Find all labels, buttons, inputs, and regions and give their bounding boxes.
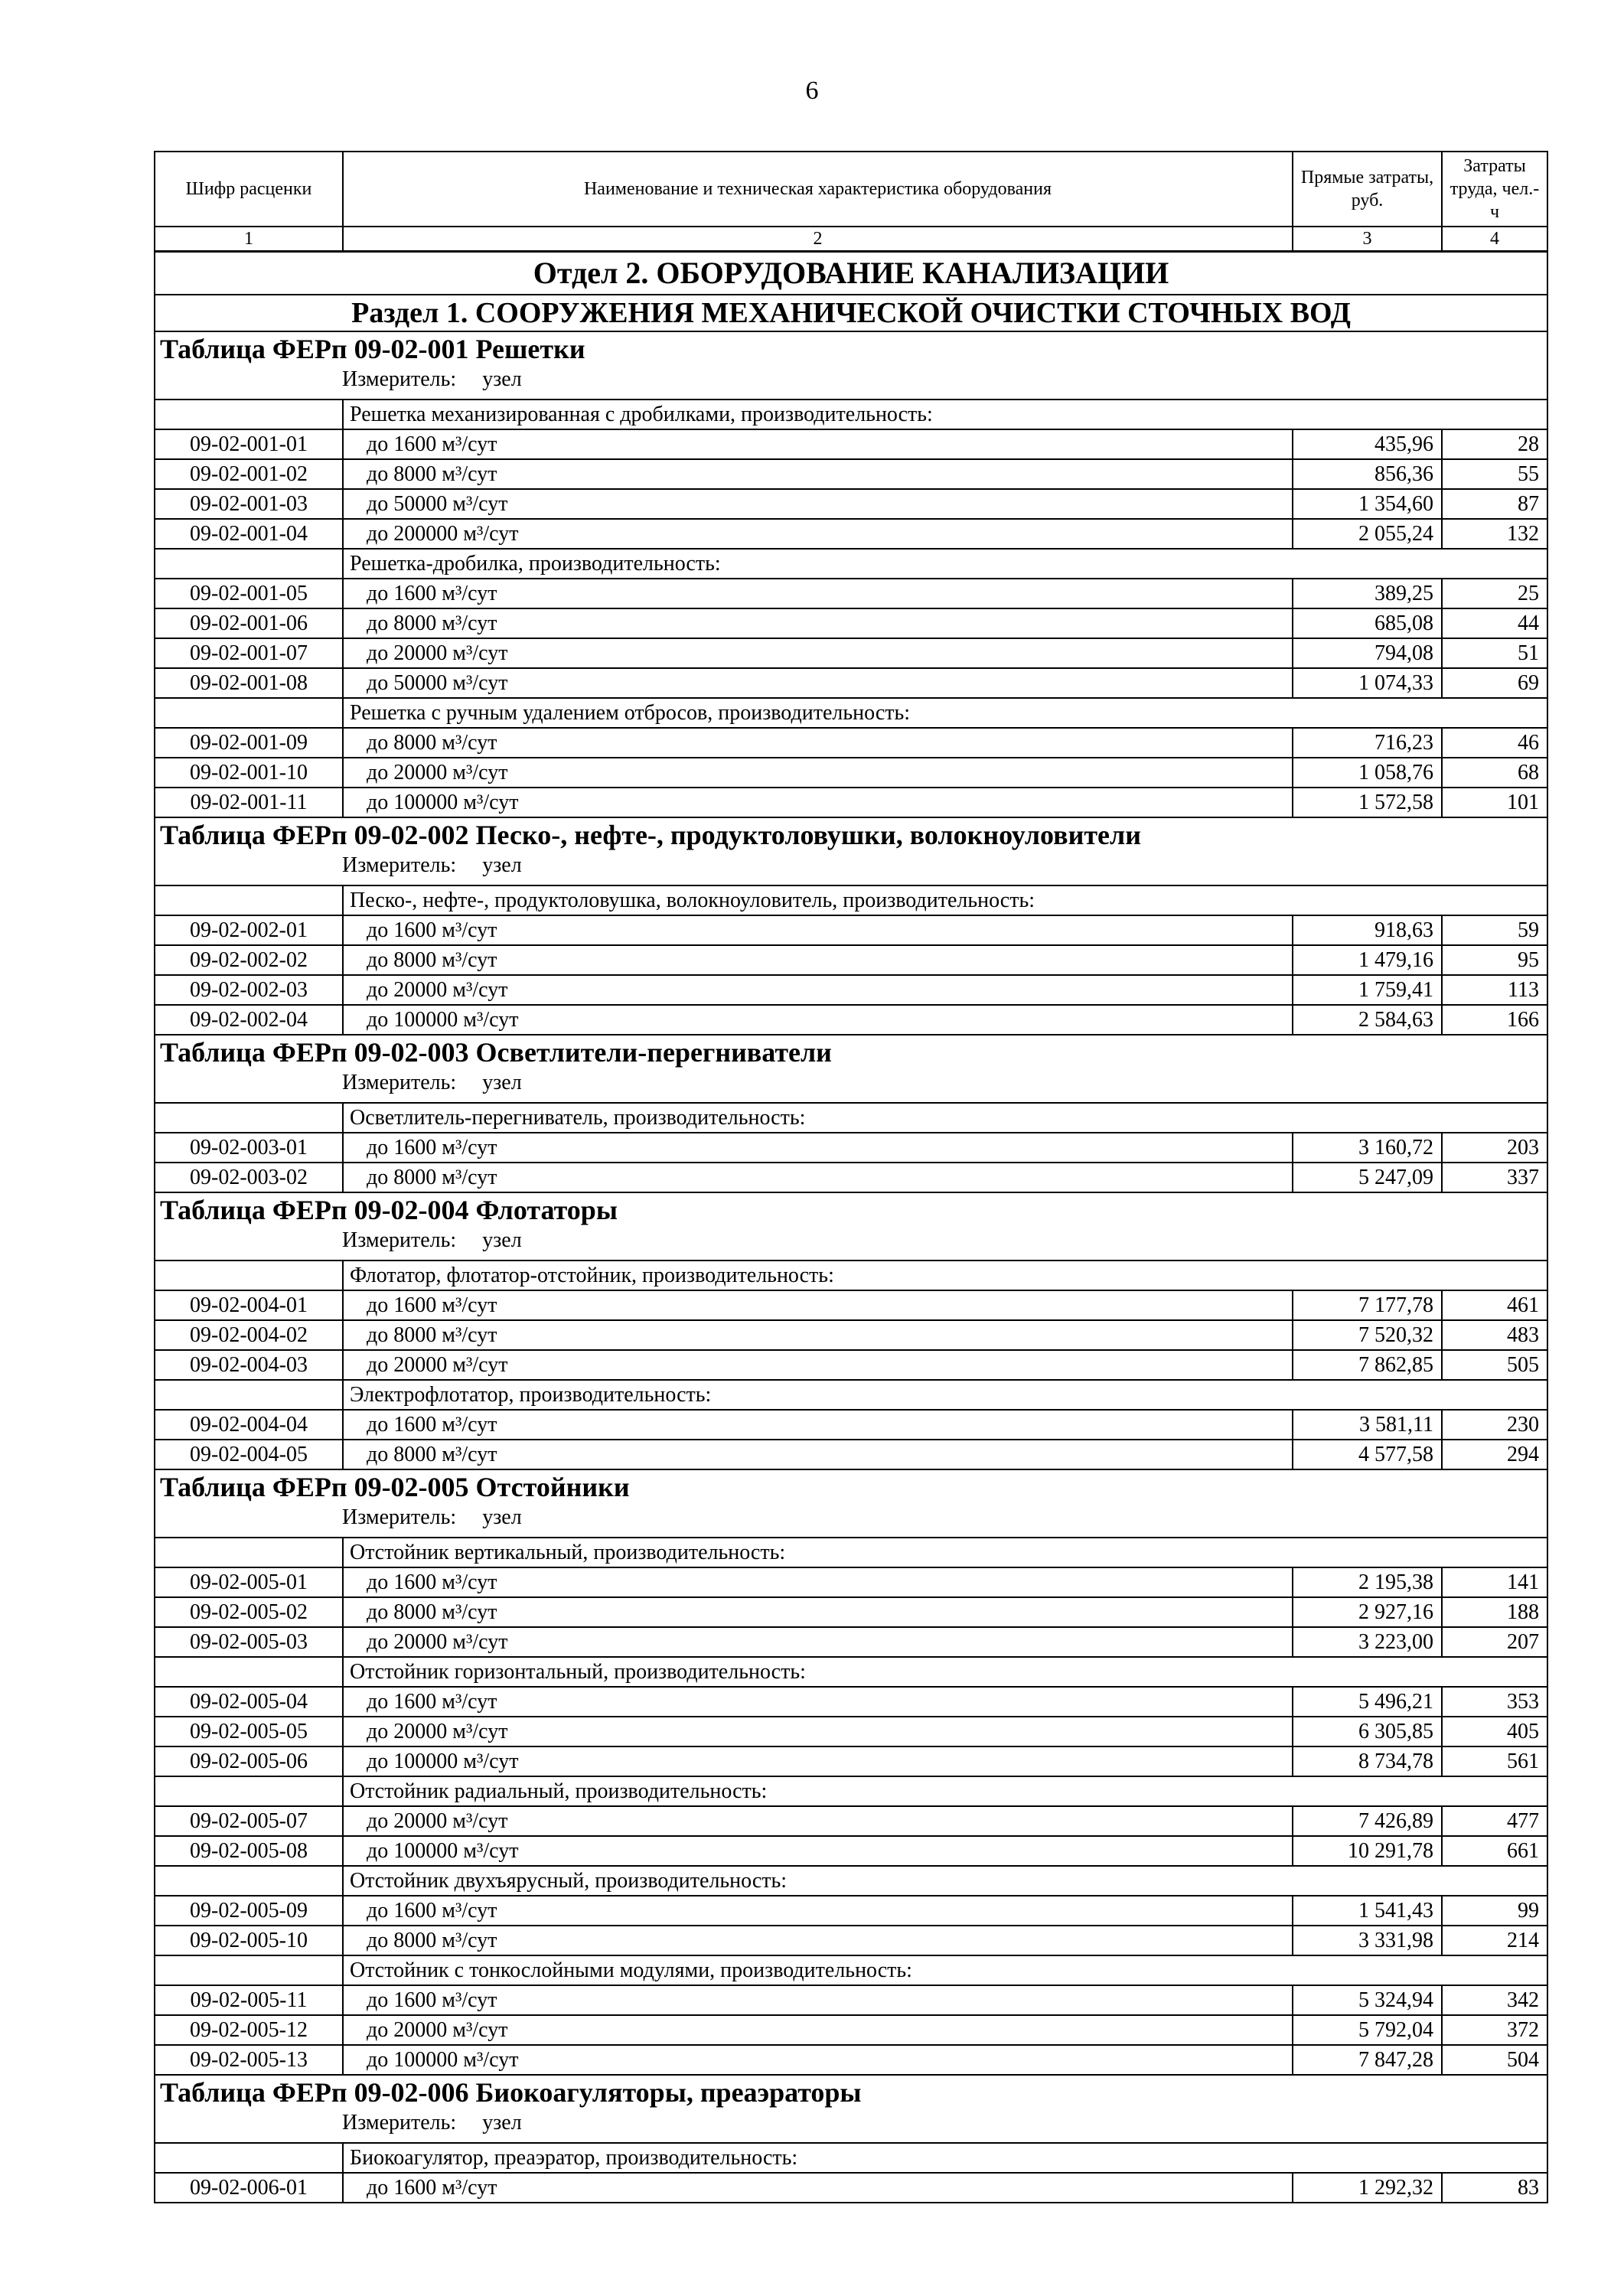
- labor-cost: 504: [1442, 2045, 1547, 2075]
- rate-code: 09-02-001-01: [155, 429, 343, 459]
- empty-cell: [155, 2143, 343, 2173]
- group-heading: Осветлитель-перегниватель, производительность:: [343, 1103, 1547, 1133]
- labor-cost: 294: [1442, 1440, 1547, 1469]
- direct-cost: 5 496,21: [1293, 1687, 1442, 1717]
- table-row: [155, 1290, 1547, 1320]
- group-heading: Отстойник вертикальный, производительность:: [343, 1538, 1547, 1567]
- capacity: до 8000 м³/сут: [343, 1926, 1293, 1955]
- direct-cost: 7 847,28: [1293, 2045, 1442, 2075]
- labor-cost: 461: [1442, 1290, 1547, 1320]
- group-heading: Песко-, нефте-, продуктоловушка, волокноуловитель, производительность:: [343, 885, 1547, 915]
- labor-cost: 113: [1442, 975, 1547, 1005]
- labor-cost: 230: [1442, 1410, 1547, 1440]
- table-row: [155, 1627, 1547, 1657]
- table-header-row: [155, 152, 1547, 227]
- capacity: до 50000 м³/сут: [343, 668, 1293, 698]
- page-number: 6: [805, 77, 819, 105]
- rate-code: 09-02-005-04: [155, 1687, 343, 1717]
- capacity: до 20000 м³/сут: [343, 1350, 1293, 1380]
- rate-code: 09-02-005-10: [155, 1926, 343, 1955]
- table-row: [155, 945, 1547, 975]
- direct-cost: 7 426,89: [1293, 1806, 1442, 1836]
- measure-label: Измеритель:: [342, 853, 457, 877]
- table-row: [155, 638, 1547, 668]
- capacity: до 20000 м³/сут: [343, 1627, 1293, 1657]
- capacity: до 8000 м³/сут: [343, 1163, 1293, 1192]
- rate-code: 09-02-005-08: [155, 1836, 343, 1866]
- table-title: Таблица ФЕРп 09-02-001 Решетки: [160, 334, 585, 364]
- capacity: до 20000 м³/сут: [343, 975, 1293, 1005]
- column-number: 4: [1442, 227, 1547, 252]
- rate-code: 09-02-001-09: [155, 728, 343, 758]
- capacity: до 1600 м³/сут: [343, 1567, 1293, 1597]
- capacity: до 20000 м³/сут: [343, 2015, 1293, 2045]
- direct-cost: 1 354,60: [1293, 489, 1442, 519]
- table-row: [155, 2173, 1547, 2203]
- table-title-cell: [155, 1469, 1547, 1538]
- group-heading-row: [155, 1103, 1547, 1133]
- measure-label: Измеритель:: [342, 1228, 457, 1252]
- table-row: [155, 1133, 1547, 1163]
- labor-cost: 141: [1442, 1567, 1547, 1597]
- labor-cost: 166: [1442, 1005, 1547, 1035]
- labor-cost: 561: [1442, 1746, 1547, 1776]
- direct-cost: 389,25: [1293, 579, 1442, 608]
- labor-cost: 477: [1442, 1806, 1547, 1836]
- direct-cost: 794,08: [1293, 638, 1442, 668]
- table-title: Таблица ФЕРп 09-02-003 Осветлители-перегниватели: [160, 1037, 832, 1068]
- division-title: Отдел 2. ОБОРУДОВАНИЕ КАНАЛИЗАЦИИ: [155, 252, 1547, 295]
- table-row: [155, 489, 1547, 519]
- empty-cell: [155, 1538, 343, 1567]
- labor-cost: 483: [1442, 1320, 1547, 1350]
- labor-cost: 28: [1442, 429, 1547, 459]
- measure-unit: узел: [482, 1505, 522, 1529]
- labor-cost: 132: [1442, 519, 1547, 549]
- measure-line: [160, 1230, 1542, 1251]
- rate-code: 09-02-004-04: [155, 1410, 343, 1440]
- empty-cell: [155, 1955, 343, 1985]
- group-heading-row: [155, 1261, 1547, 1290]
- direct-cost: 1 292,32: [1293, 2173, 1442, 2203]
- labor-cost: 337: [1442, 1163, 1547, 1192]
- group-heading: Решетка-дробилка, производительность:: [343, 549, 1547, 579]
- empty-cell: [155, 1380, 343, 1410]
- labor-cost: 188: [1442, 1597, 1547, 1627]
- rate-code: 09-02-004-03: [155, 1350, 343, 1380]
- table-title: Таблица ФЕРп 09-02-002 Песко-, нефте-, продуктоловушки, волокноуловители: [160, 820, 1141, 850]
- rate-code: 09-02-001-02: [155, 459, 343, 489]
- rate-code: 09-02-005-09: [155, 1896, 343, 1926]
- capacity: до 100000 м³/сут: [343, 1005, 1293, 1035]
- group-heading-row: [155, 2143, 1547, 2173]
- rate-code: 09-02-005-03: [155, 1627, 343, 1657]
- group-heading: Отстойник горизонтальный, производительность:: [343, 1657, 1547, 1687]
- table-row: [155, 1717, 1547, 1746]
- group-heading: Отстойник двухъярусный, производительность:: [343, 1866, 1547, 1896]
- table-row: [155, 1005, 1547, 1035]
- capacity: до 8000 м³/сут: [343, 1597, 1293, 1627]
- capacity: до 100000 м³/сут: [343, 1746, 1293, 1776]
- rate-code: 09-02-004-02: [155, 1320, 343, 1350]
- direct-cost: 918,63: [1293, 915, 1442, 945]
- capacity: до 8000 м³/сут: [343, 608, 1293, 638]
- table-row: [155, 758, 1547, 788]
- table-title-row: [155, 331, 1547, 400]
- empty-cell: [155, 1776, 343, 1806]
- direct-cost: 8 734,78: [1293, 1746, 1442, 1776]
- table-row: [155, 1836, 1547, 1866]
- labor-cost: 505: [1442, 1350, 1547, 1380]
- rate-code: 09-02-001-11: [155, 788, 343, 817]
- rate-code: 09-02-001-08: [155, 668, 343, 698]
- rate-code: 09-02-002-02: [155, 945, 343, 975]
- rate-code: 09-02-005-02: [155, 1597, 343, 1627]
- labor-cost: 99: [1442, 1896, 1547, 1926]
- direct-cost: 2 584,63: [1293, 1005, 1442, 1035]
- measure-label: Измеритель:: [342, 367, 457, 391]
- labor-cost: 55: [1442, 459, 1547, 489]
- table-row: [155, 668, 1547, 698]
- capacity: до 200000 м³/сут: [343, 519, 1293, 549]
- column-number-row: [155, 227, 1547, 252]
- group-heading-row: [155, 698, 1547, 728]
- capacity: до 1600 м³/сут: [343, 579, 1293, 608]
- labor-cost: 207: [1442, 1627, 1547, 1657]
- rate-code: 09-02-001-06: [155, 608, 343, 638]
- measure-unit: узел: [482, 2111, 522, 2135]
- rate-code: 09-02-005-11: [155, 1985, 343, 2015]
- capacity: до 1600 м³/сут: [343, 1687, 1293, 1717]
- group-heading-row: [155, 885, 1547, 915]
- direct-cost: 6 305,85: [1293, 1717, 1442, 1746]
- direct-cost: 3 331,98: [1293, 1926, 1442, 1955]
- direct-cost: 685,08: [1293, 608, 1442, 638]
- table-title-row: [155, 1035, 1547, 1103]
- capacity: до 1600 м³/сут: [343, 2173, 1293, 2203]
- capacity: до 8000 м³/сут: [343, 945, 1293, 975]
- direct-cost: 7 520,32: [1293, 1320, 1442, 1350]
- empty-cell: [155, 400, 343, 429]
- table-title: Таблица ФЕРп 09-02-005 Отстойники: [160, 1472, 630, 1502]
- direct-cost: 1 541,43: [1293, 1896, 1442, 1926]
- table-row: [155, 1163, 1547, 1192]
- table-title: Таблица ФЕРп 09-02-006 Биокоагуляторы, преаэраторы: [160, 2077, 862, 2108]
- direct-cost: 5 792,04: [1293, 2015, 1442, 2045]
- direct-cost: 7 177,78: [1293, 1290, 1442, 1320]
- labor-cost: 214: [1442, 1926, 1547, 1955]
- empty-cell: [155, 1657, 343, 1687]
- empty-cell: [155, 1261, 343, 1290]
- rate-code: 09-02-004-01: [155, 1290, 343, 1320]
- labor-cost: 342: [1442, 1985, 1547, 2015]
- measure-label: Измеритель:: [342, 1505, 457, 1529]
- group-heading: Решетка с ручным удалением отбросов, производительность:: [343, 698, 1547, 728]
- group-heading: Биокоагулятор, преаэратор, производительность:: [343, 2143, 1547, 2173]
- measure-label: Измеритель:: [342, 1071, 457, 1094]
- table-row: [155, 1567, 1547, 1597]
- column-number: 3: [1293, 227, 1442, 252]
- table-row: [155, 429, 1547, 459]
- direct-cost: 1 074,33: [1293, 668, 1442, 698]
- labor-cost: 51: [1442, 638, 1547, 668]
- direct-cost: 7 862,85: [1293, 1350, 1442, 1380]
- group-heading-row: [155, 549, 1547, 579]
- direct-cost: 5 324,94: [1293, 1985, 1442, 2015]
- labor-cost: 69: [1442, 668, 1547, 698]
- labor-cost: 46: [1442, 728, 1547, 758]
- group-heading: Электрофлотатор, производительность:: [343, 1380, 1547, 1410]
- group-heading: Флотатор, флотатор-отстойник, производительность:: [343, 1261, 1547, 1290]
- measure-label: Измеритель:: [342, 2111, 457, 2135]
- capacity: до 1600 м³/сут: [343, 1290, 1293, 1320]
- table-row: [155, 1985, 1547, 2015]
- table-row: [155, 2015, 1547, 2045]
- rate-code: 09-02-001-03: [155, 489, 343, 519]
- labor-cost: 405: [1442, 1717, 1547, 1746]
- labor-cost: 661: [1442, 1836, 1547, 1866]
- capacity: до 1600 м³/сут: [343, 1896, 1293, 1926]
- group-heading: Отстойник радиальный, производительность:: [343, 1776, 1547, 1806]
- table-title-row: [155, 2075, 1547, 2143]
- rate-code: 09-02-002-01: [155, 915, 343, 945]
- capacity: до 20000 м³/сут: [343, 1717, 1293, 1746]
- capacity: до 1600 м³/сут: [343, 1985, 1293, 2015]
- price-table: [154, 151, 1548, 2203]
- direct-cost: 856,36: [1293, 459, 1442, 489]
- group-heading-row: [155, 1538, 1547, 1567]
- capacity: до 1600 м³/сут: [343, 915, 1293, 945]
- rate-code: 09-02-001-05: [155, 579, 343, 608]
- capacity: до 1600 м³/сут: [343, 1133, 1293, 1163]
- header-code: Шифр расценки: [155, 152, 343, 227]
- table-row: [155, 608, 1547, 638]
- table-title-row: [155, 817, 1547, 885]
- table-row: [155, 1806, 1547, 1836]
- group-heading-row: [155, 1866, 1547, 1896]
- rate-code: 09-02-005-01: [155, 1567, 343, 1597]
- rate-code: 09-02-005-05: [155, 1717, 343, 1746]
- direct-cost: 435,96: [1293, 429, 1442, 459]
- capacity: до 100000 м³/сут: [343, 788, 1293, 817]
- labor-cost: 95: [1442, 945, 1547, 975]
- rate-code: 09-02-002-04: [155, 1005, 343, 1035]
- section-title: Раздел 1. СООРУЖЕНИЯ МЕХАНИЧЕСКОЙ ОЧИСТКИ СТОЧНЫХ ВОД: [155, 295, 1547, 331]
- table-title-row: [155, 1469, 1547, 1538]
- table-title-cell: [155, 817, 1547, 885]
- rate-code: 09-02-001-07: [155, 638, 343, 668]
- table-row: [155, 975, 1547, 1005]
- direct-cost: 2 195,38: [1293, 1567, 1442, 1597]
- direct-cost: 3 581,11: [1293, 1410, 1442, 1440]
- labor-cost: 44: [1442, 608, 1547, 638]
- measure-unit: узел: [482, 367, 522, 391]
- group-heading: Отстойник с тонкослойными модулями, производительность:: [343, 1955, 1547, 1985]
- rate-code: 09-02-001-10: [155, 758, 343, 788]
- direct-cost: 3 160,72: [1293, 1133, 1442, 1163]
- table-title-cell: [155, 1035, 1547, 1103]
- rate-code: 09-02-003-02: [155, 1163, 343, 1192]
- measure-line: [160, 1507, 1542, 1528]
- labor-cost: 353: [1442, 1687, 1547, 1717]
- rate-code: 09-02-005-12: [155, 2015, 343, 2045]
- direct-cost: 3 223,00: [1293, 1627, 1442, 1657]
- table-row: [155, 1597, 1547, 1627]
- direct-cost: 10 291,78: [1293, 1836, 1442, 1866]
- empty-cell: [155, 1866, 343, 1896]
- measure-line: [160, 1072, 1542, 1094]
- labor-cost: 83: [1442, 2173, 1547, 2203]
- table-title-cell: [155, 1192, 1547, 1261]
- labor-cost: 372: [1442, 2015, 1547, 2045]
- rate-code: 09-02-002-03: [155, 975, 343, 1005]
- direct-cost: 5 247,09: [1293, 1163, 1442, 1192]
- group-heading-row: [155, 1380, 1547, 1410]
- direct-cost: 716,23: [1293, 728, 1442, 758]
- group-heading-row: [155, 1657, 1547, 1687]
- direct-cost: 4 577,58: [1293, 1440, 1442, 1469]
- direct-cost: 1 058,76: [1293, 758, 1442, 788]
- table-row: [155, 1440, 1547, 1469]
- labor-cost: 101: [1442, 788, 1547, 817]
- table-row: [155, 728, 1547, 758]
- capacity: до 8000 м³/сут: [343, 1440, 1293, 1469]
- header-labor-cost: Затраты труда, чел.-ч: [1442, 152, 1547, 227]
- table-row: [155, 1926, 1547, 1955]
- section-row: [155, 295, 1547, 331]
- capacity: до 100000 м³/сут: [343, 2045, 1293, 2075]
- labor-cost: 59: [1442, 915, 1547, 945]
- column-number: 1: [155, 227, 343, 252]
- group-heading-row: [155, 1776, 1547, 1806]
- direct-cost: 2 055,24: [1293, 519, 1442, 549]
- empty-cell: [155, 549, 343, 579]
- table-row: [155, 1687, 1547, 1717]
- empty-cell: [155, 885, 343, 915]
- direct-cost: 1 572,58: [1293, 788, 1442, 817]
- table-row: [155, 1746, 1547, 1776]
- group-heading-row: [155, 1955, 1547, 1985]
- measure-unit: узел: [482, 853, 522, 877]
- direct-cost: 1 759,41: [1293, 975, 1442, 1005]
- labor-cost: 203: [1442, 1133, 1547, 1163]
- rate-code: 09-02-005-07: [155, 1806, 343, 1836]
- measure-line: [160, 855, 1542, 876]
- table-title-row: [155, 1192, 1547, 1261]
- header-direct-cost: Прямые затраты, руб.: [1293, 152, 1442, 227]
- table-row: [155, 459, 1547, 489]
- group-heading: Решетка механизированная с дробилками, производительность:: [343, 400, 1547, 429]
- table-row: [155, 915, 1547, 945]
- measure-line: [160, 2112, 1542, 2134]
- table-row: [155, 788, 1547, 817]
- rate-code: 09-02-001-04: [155, 519, 343, 549]
- capacity: до 20000 м³/сут: [343, 1806, 1293, 1836]
- rate-code: 09-02-005-13: [155, 2045, 343, 2075]
- table-row: [155, 1350, 1547, 1380]
- rate-code: 09-02-004-05: [155, 1440, 343, 1469]
- table-row: [155, 1410, 1547, 1440]
- header-name: Наименование и техническая характеристика оборудования: [343, 152, 1293, 227]
- rate-code: 09-02-003-01: [155, 1133, 343, 1163]
- capacity: до 20000 м³/сут: [343, 638, 1293, 668]
- capacity: до 8000 м³/сут: [343, 459, 1293, 489]
- labor-cost: 68: [1442, 758, 1547, 788]
- capacity: до 100000 м³/сут: [343, 1836, 1293, 1866]
- table-title: Таблица ФЕРп 09-02-004 Флотаторы: [160, 1195, 618, 1225]
- table-row: [155, 1320, 1547, 1350]
- capacity: до 20000 м³/сут: [343, 758, 1293, 788]
- labor-cost: 25: [1442, 579, 1547, 608]
- rate-code: 09-02-005-06: [155, 1746, 343, 1776]
- measure-unit: узел: [482, 1228, 522, 1252]
- capacity: до 1600 м³/сут: [343, 1410, 1293, 1440]
- measure-unit: узел: [482, 1071, 522, 1094]
- direct-cost: 2 927,16: [1293, 1597, 1442, 1627]
- table-title-cell: [155, 331, 1547, 400]
- column-number: 2: [343, 227, 1293, 252]
- table-row: [155, 1896, 1547, 1926]
- empty-cell: [155, 1103, 343, 1133]
- capacity: до 8000 м³/сут: [343, 1320, 1293, 1350]
- capacity: до 50000 м³/сут: [343, 489, 1293, 519]
- empty-cell: [155, 698, 343, 728]
- division-row: [155, 252, 1547, 295]
- rate-code: 09-02-006-01: [155, 2173, 343, 2203]
- table-row: [155, 519, 1547, 549]
- table-row: [155, 579, 1547, 608]
- measure-line: [160, 369, 1542, 390]
- direct-cost: 1 479,16: [1293, 945, 1442, 975]
- table-row: [155, 2045, 1547, 2075]
- capacity: до 1600 м³/сут: [343, 429, 1293, 459]
- table-title-cell: [155, 2075, 1547, 2143]
- group-heading-row: [155, 400, 1547, 429]
- capacity: до 8000 м³/сут: [343, 728, 1293, 758]
- labor-cost: 87: [1442, 489, 1547, 519]
